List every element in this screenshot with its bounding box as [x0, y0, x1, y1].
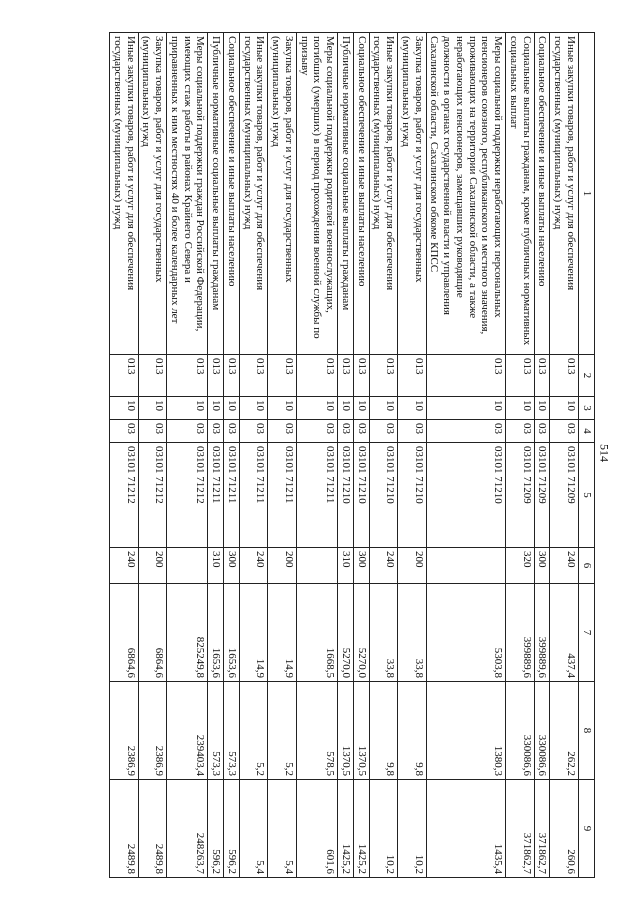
amount-year-1-cell: 1668,5: [297, 584, 338, 682]
table-row: [398, 33, 427, 878]
target-article-cell: 03101 71209: [534, 443, 550, 548]
target-article-cell: 03101 71212: [138, 443, 167, 548]
amount-year-1-cell: 1653,6: [224, 584, 240, 682]
table-row: [167, 33, 208, 878]
admin-code-cell: 013: [369, 355, 398, 397]
expense-type-cell: 200: [138, 548, 167, 584]
admin-code-cell: 013: [338, 355, 354, 397]
amount-year-2-cell: 573,3: [224, 682, 240, 780]
amount-year-1-cell: 5270,0: [338, 584, 354, 682]
table-body: [110, 33, 579, 878]
admin-code-cell: 013: [167, 355, 208, 397]
amount-year-3-cell: 5,4: [268, 780, 297, 878]
rotated-page: [44, 32, 595, 877]
admin-code-cell: 013: [138, 355, 167, 397]
amount-year-1-cell: 33,8: [369, 584, 398, 682]
expense-type-cell: 320: [506, 548, 535, 584]
header-cell: 4: [579, 420, 595, 443]
table-row: [224, 33, 240, 878]
header-cell: 2: [579, 355, 595, 397]
header-cell: 9: [579, 780, 595, 878]
amount-year-2-cell: 578,5: [297, 682, 338, 780]
subsection-cell: 03: [534, 420, 550, 443]
section-cell: 10: [506, 397, 535, 420]
amount-year-1-cell: 825249,8: [167, 584, 208, 682]
admin-code-cell: 013: [297, 355, 338, 397]
admin-code-cell: 013: [398, 355, 427, 397]
section-cell: 10: [426, 397, 506, 420]
section-cell: 10: [297, 397, 338, 420]
amount-year-2-cell: 262,2: [550, 682, 579, 780]
row-name-cell: Иные закупки товаров, работ и услуг для обеспечения государственных (муниципальных) нужд: [240, 33, 269, 355]
expense-type-cell: 310: [338, 548, 354, 584]
amount-year-3-cell: 1425,2: [338, 780, 354, 878]
target-article-cell: 03101 71211: [224, 443, 240, 548]
amount-year-3-cell: 601,6: [297, 780, 338, 878]
row-name-cell: Публичные нормативные социальные выплаты гражданам: [338, 33, 354, 355]
row-name-cell: Меры социальной поддержки родителей военнослужащих, погибших (умерших) в период прохождения военной службы по призыву: [297, 33, 338, 355]
amount-year-2-cell: 330086,6: [534, 682, 550, 780]
amount-year-1-cell: 437,4: [550, 584, 579, 682]
amount-year-3-cell: 248263,7: [167, 780, 208, 878]
table-row: [240, 33, 269, 878]
header-cell: 7: [579, 584, 595, 682]
row-name-cell: Иные закупки товаров, работ и услуг для обеспечения государственных (муниципальных) нужд: [550, 33, 579, 355]
subsection-cell: 03: [338, 420, 354, 443]
row-name-cell: Иные закупки товаров, работ и услуг для обеспечения государственных (муниципальных) нужд: [369, 33, 398, 355]
row-name-cell: Социальное обеспечение и иные выплаты населению: [354, 33, 370, 355]
table-row: [506, 33, 535, 878]
target-article-cell: 03101 71212: [167, 443, 208, 548]
row-name-cell: Иные закупки товаров, работ и услуг для обеспечения государственных (муниципальных) нужд: [110, 33, 139, 355]
amount-year-2-cell: 2386,9: [138, 682, 167, 780]
target-article-cell: 03101 71209: [550, 443, 579, 548]
section-cell: 10: [240, 397, 269, 420]
amount-year-2-cell: 573,3: [208, 682, 224, 780]
amount-year-2-cell: 5,2: [240, 682, 269, 780]
amount-year-3-cell: 10,2: [398, 780, 427, 878]
subsection-cell: 03: [224, 420, 240, 443]
table-row: [426, 33, 506, 878]
amount-year-1-cell: 6864,6: [138, 584, 167, 682]
amount-year-1-cell: 5303,8: [426, 584, 506, 682]
section-cell: 10: [369, 397, 398, 420]
table-row: [268, 33, 297, 878]
target-article-cell: 03101 71211: [268, 443, 297, 548]
subsection-cell: 03: [550, 420, 579, 443]
amount-year-1-cell: 6864,6: [110, 584, 139, 682]
amount-year-2-cell: 330086,6: [506, 682, 535, 780]
section-cell: 10: [354, 397, 370, 420]
amount-year-3-cell: 1425,2: [354, 780, 370, 878]
row-name-cell: Закупка товаров, работ и услуг для государственных (муниципальных) нужд: [268, 33, 297, 355]
page-number: 514: [597, 444, 612, 462]
target-article-cell: 03101 71209: [506, 443, 535, 548]
amount-year-2-cell: 2386,9: [110, 682, 139, 780]
expense-type-cell: 200: [398, 548, 427, 584]
target-article-cell: 03101 71210: [426, 443, 506, 548]
subsection-cell: 03: [268, 420, 297, 443]
row-name-cell: Меры социальной поддержки неработающих персональных пенсионеров союзного, республиканского и местного значения, проживающих на территории Сахалинской области, а также неработающих пенсионеров, замещавших руководящие должности в органах государственной власти и управления Сахалинской области, Сахалинском обкоме КПСС: [426, 33, 506, 355]
admin-code-cell: 013: [208, 355, 224, 397]
target-article-cell: 03101 71210: [338, 443, 354, 548]
admin-code-cell: 013: [110, 355, 139, 397]
table-row: [338, 33, 354, 878]
amount-year-3-cell: 2489,8: [138, 780, 167, 878]
header-cell: 5: [579, 443, 595, 548]
subsection-cell: 03: [398, 420, 427, 443]
amount-year-3-cell: 5,4: [240, 780, 269, 878]
target-article-cell: 03101 71211: [297, 443, 338, 548]
amount-year-3-cell: 371862,7: [506, 780, 535, 878]
expense-type-cell: 200: [268, 548, 297, 584]
expense-type-cell: 240: [240, 548, 269, 584]
section-cell: 10: [138, 397, 167, 420]
budget-table: [109, 32, 595, 878]
expense-type-cell: 300: [534, 548, 550, 584]
expense-type-cell: 240: [550, 548, 579, 584]
target-article-cell: 03101 71210: [398, 443, 427, 548]
row-name-cell: Меры социальной поддержки граждан Российской Федерации, имеющих стаж работы в районах Крайнего Севера и приравненных к ним местностях 40 и более календарных лет: [167, 33, 208, 355]
row-name-cell: Социальные выплаты гражданам, кроме публичных нормативных социальных выплат: [506, 33, 535, 355]
target-article-cell: 03101 71210: [354, 443, 370, 548]
table-row: [369, 33, 398, 878]
header-row: [579, 33, 595, 878]
amount-year-3-cell: 260,6: [550, 780, 579, 878]
amount-year-2-cell: 1380,3: [426, 682, 506, 780]
amount-year-2-cell: 1370,5: [354, 682, 370, 780]
admin-code-cell: 013: [426, 355, 506, 397]
header-cell: 8: [579, 682, 595, 780]
header-cell: 3: [579, 397, 595, 420]
section-cell: 10: [224, 397, 240, 420]
subsection-cell: 03: [297, 420, 338, 443]
subsection-cell: 03: [110, 420, 139, 443]
amount-year-1-cell: 399889,6: [534, 584, 550, 682]
subsection-cell: 03: [208, 420, 224, 443]
admin-code-cell: 013: [550, 355, 579, 397]
amount-year-2-cell: 239403,4: [167, 682, 208, 780]
subsection-cell: 03: [369, 420, 398, 443]
expense-type-cell: 300: [224, 548, 240, 584]
amount-year-3-cell: 596,2: [208, 780, 224, 878]
row-name-cell: Социальное обеспечение и иные выплаты населению: [534, 33, 550, 355]
section-cell: 10: [208, 397, 224, 420]
row-name-cell: Публичные нормативные социальные выплаты гражданам: [208, 33, 224, 355]
table-row: [208, 33, 224, 878]
target-article-cell: 03101 71210: [369, 443, 398, 548]
table-row: [550, 33, 579, 878]
section-cell: 10: [338, 397, 354, 420]
table-row: [354, 33, 370, 878]
admin-code-cell: 013: [354, 355, 370, 397]
admin-code-cell: 013: [240, 355, 269, 397]
target-article-cell: 03101 71211: [240, 443, 269, 548]
amount-year-3-cell: 596,2: [224, 780, 240, 878]
expense-type-cell: 240: [110, 548, 139, 584]
row-name-cell: Закупка товаров, работ и услуг для государственных (муниципальных) нужд: [398, 33, 427, 355]
table-row: [534, 33, 550, 878]
target-article-cell: 03101 71212: [110, 443, 139, 548]
target-article-cell: 03101 71211: [208, 443, 224, 548]
admin-code-cell: 013: [268, 355, 297, 397]
table-row: [138, 33, 167, 878]
section-cell: 10: [167, 397, 208, 420]
table-row: [110, 33, 139, 878]
subsection-cell: 03: [354, 420, 370, 443]
amount-year-3-cell: 10,2: [369, 780, 398, 878]
admin-code-cell: 013: [224, 355, 240, 397]
expense-type-cell: 310: [208, 548, 224, 584]
amount-year-3-cell: 371862,7: [534, 780, 550, 878]
expense-type-cell: [297, 548, 338, 584]
amount-year-1-cell: 14,9: [268, 584, 297, 682]
amount-year-3-cell: 1435,4: [426, 780, 506, 878]
amount-year-2-cell: 1370,5: [338, 682, 354, 780]
table-row: [297, 33, 338, 878]
expense-type-cell: [426, 548, 506, 584]
admin-code-cell: 013: [506, 355, 535, 397]
amount-year-1-cell: 399889,6: [506, 584, 535, 682]
section-cell: 10: [534, 397, 550, 420]
amount-year-1-cell: 14,9: [240, 584, 269, 682]
header-cell: 6: [579, 548, 595, 584]
section-cell: 10: [268, 397, 297, 420]
row-name-cell: Социальное обеспечение и иные выплаты населению: [224, 33, 240, 355]
subsection-cell: 03: [138, 420, 167, 443]
amount-year-2-cell: 9,8: [398, 682, 427, 780]
expense-type-cell: [167, 548, 208, 584]
section-cell: 10: [398, 397, 427, 420]
header-cell: 1: [579, 33, 595, 355]
subsection-cell: 03: [426, 420, 506, 443]
expense-type-cell: 240: [369, 548, 398, 584]
amount-year-2-cell: 5,2: [268, 682, 297, 780]
section-cell: 10: [110, 397, 139, 420]
amount-year-1-cell: 5270,0: [354, 584, 370, 682]
amount-year-2-cell: 9,8: [369, 682, 398, 780]
expense-type-cell: 300: [354, 548, 370, 584]
amount-year-1-cell: 1653,6: [208, 584, 224, 682]
subsection-cell: 03: [506, 420, 535, 443]
amount-year-3-cell: 2489,8: [110, 780, 139, 878]
row-name-cell: Закупка товаров, работ и услуг для государственных (муниципальных) нужд: [138, 33, 167, 355]
amount-year-1-cell: 33,8: [398, 584, 427, 682]
admin-code-cell: 013: [534, 355, 550, 397]
section-cell: 10: [550, 397, 579, 420]
subsection-cell: 03: [240, 420, 269, 443]
subsection-cell: 03: [167, 420, 208, 443]
